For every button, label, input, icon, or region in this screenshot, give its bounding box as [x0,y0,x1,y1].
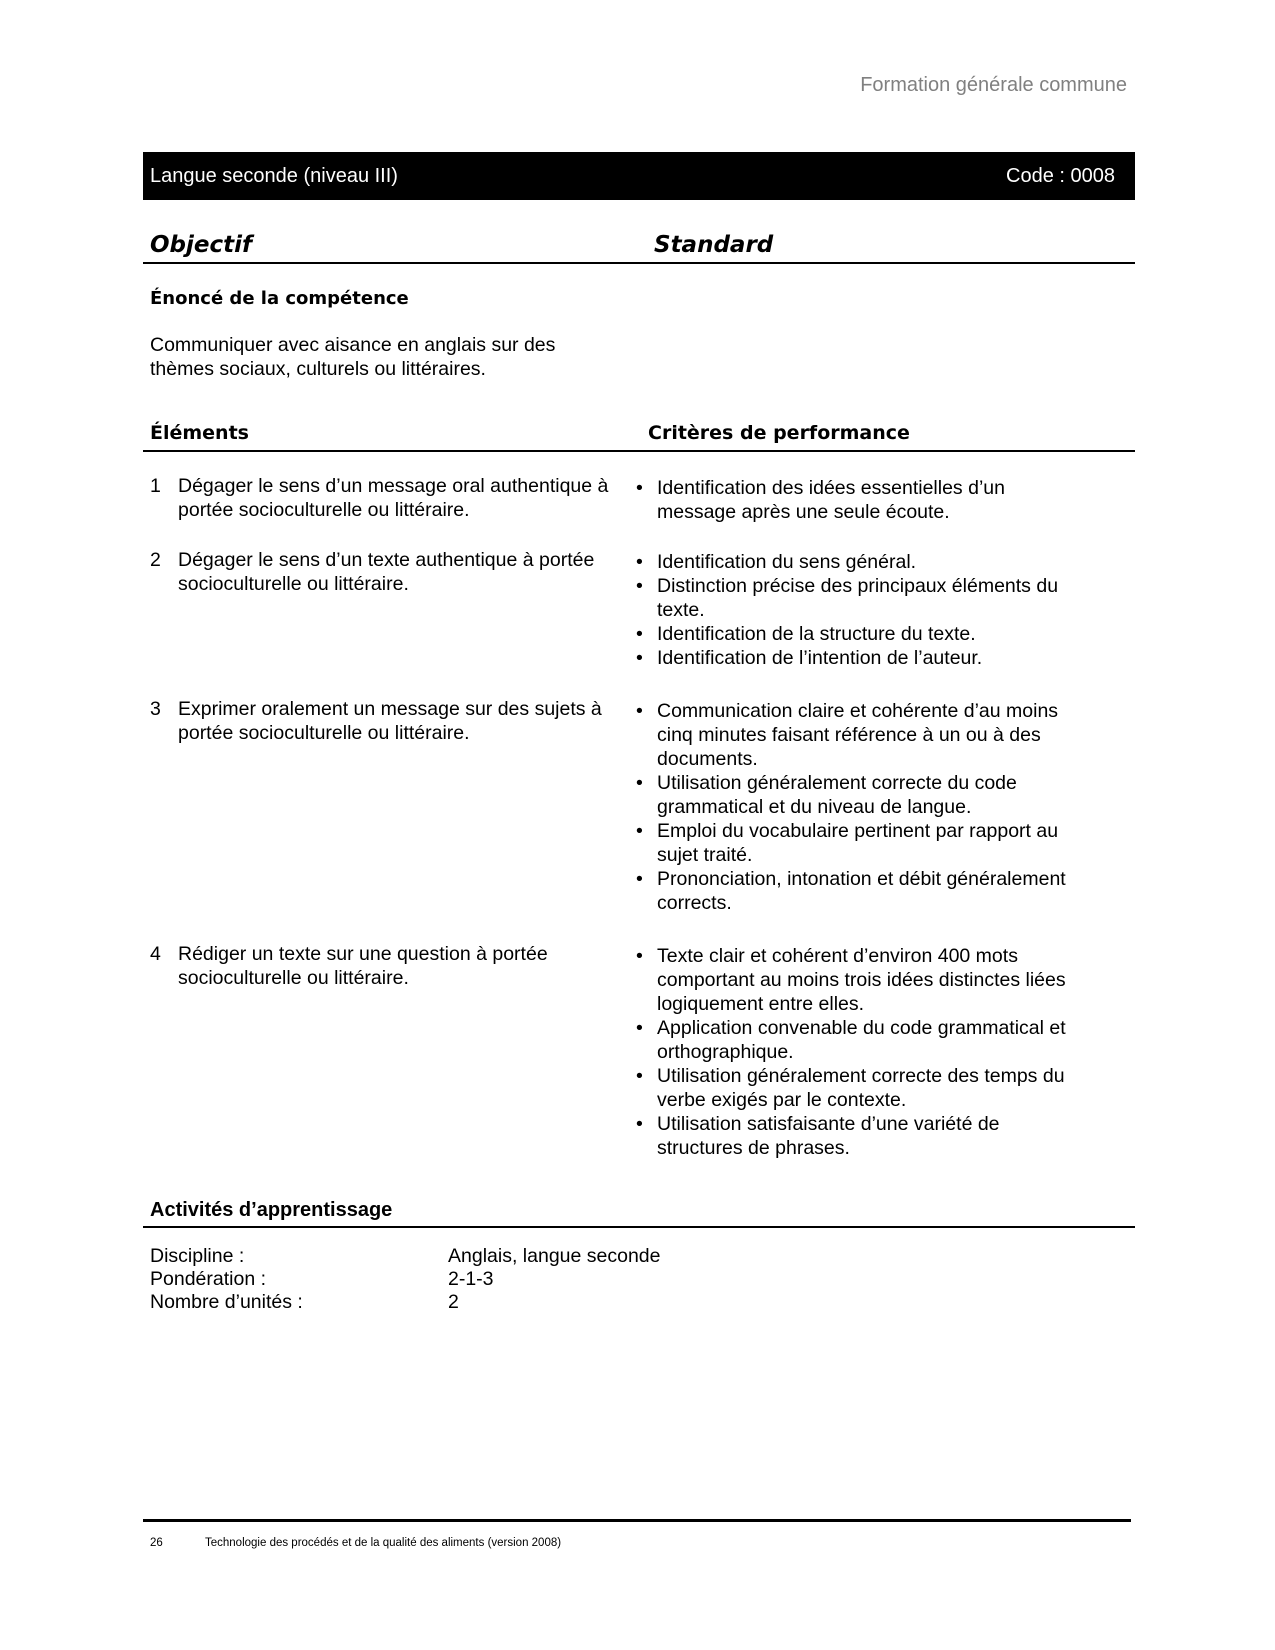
detail-value: 2-1-3 [448,1268,494,1290]
criterion-item: • Utilisation généralement correcte des temps du verbe exigés par le contexte. [633,1064,1083,1112]
detail-row [150,1245,661,1268]
activities-details [150,1245,661,1314]
criterion-item: • Communication claire et cohérente d’au moins cinq minutes faisant référence à un ou à des documents. [633,699,1083,771]
criteria-list [633,550,1083,670]
element-text: Rédiger un texte sur une question à portée socioculturelle ou littéraire. [178,943,548,989]
criterion-item: • Texte clair et cohérent d’environ 400 mots comportant au moins trois idées distinctes liées logiquement entre elles. [633,944,1083,1016]
element-number: 4 [150,943,161,965]
criterion-item: • Utilisation généralement correcte du code grammatical et du niveau de langue. [633,771,1083,819]
criterion-item: • Identification de la structure du texte. [633,622,1083,646]
course-name: Langue seconde (niveau III) [150,164,398,187]
criterion-item: • Emploi du vocabulaire pertinent par rapport au sujet traité. [633,819,1083,867]
element-number: 1 [150,475,161,497]
activities-label: Activités d’apprentissage [150,1199,393,1221]
footer-rule [143,1519,1131,1522]
criterion-item: • Application convenable du code grammatical et orthographique. [633,1016,1083,1064]
criteria-heading: Critères de performance [648,422,910,444]
criteria-list [633,699,1083,915]
detail-key: Discipline : [150,1245,245,1267]
detail-row [150,1291,661,1314]
detail-row [150,1268,661,1291]
criterion-item: • Identification de l’intention de l’auteur. [633,646,1083,670]
objectif-heading: Objectif [150,232,253,258]
header-section-title: Formation générale commune [860,74,1127,96]
activities-heading [143,1196,1135,1228]
competence-label: Énoncé de la compétence [150,288,409,309]
competence-text: Communiquer avec aisance en anglais sur des thèmes sociaux, culturels ou littéraires. [150,334,556,380]
element-text: Exprimer oralement un message sur des sujets à portée socioculturelle ou littéraire. [178,698,602,744]
element-number: 2 [150,549,161,571]
elements-heading: Éléments [150,422,249,444]
standard-heading: Standard [654,232,774,258]
subheadings [143,420,1135,452]
course-code: Code : 0008 [1006,164,1115,187]
criterion-item: • Distinction précise des principaux éléments du texte. [633,574,1083,622]
criteria-list [633,476,1083,524]
detail-value: 2 [448,1291,459,1313]
criterion-item: • Identification des idées essentielles d’un message après une seule écoute. [633,476,1083,524]
page-number: 26 [150,1537,163,1549]
criterion-item: • Prononciation, intonation et débit généralement corrects. [633,867,1083,915]
footer-title: Technologie des procédés et de la qualité des aliments (version 2008) [205,1537,562,1549]
element-text: Dégager le sens d’un texte authentique à portée socioculturelle ou littéraire. [178,549,595,595]
detail-key: Nombre d’unités : [150,1291,303,1313]
criterion-item: • Utilisation satisfaisante d’une variété de structures de phrases. [633,1112,1083,1160]
criteria-list [633,944,1083,1160]
course-title-bar [143,152,1135,200]
element-text: Dégager le sens d’un message oral authentique à portée socioculturelle ou littéraire. [178,475,609,521]
criterion-item: • Identification du sens général. [633,550,1083,574]
column-headings [143,228,1135,264]
element-number: 3 [150,698,161,720]
detail-key: Pondération : [150,1268,267,1290]
detail-value: Anglais, langue seconde [448,1245,661,1267]
